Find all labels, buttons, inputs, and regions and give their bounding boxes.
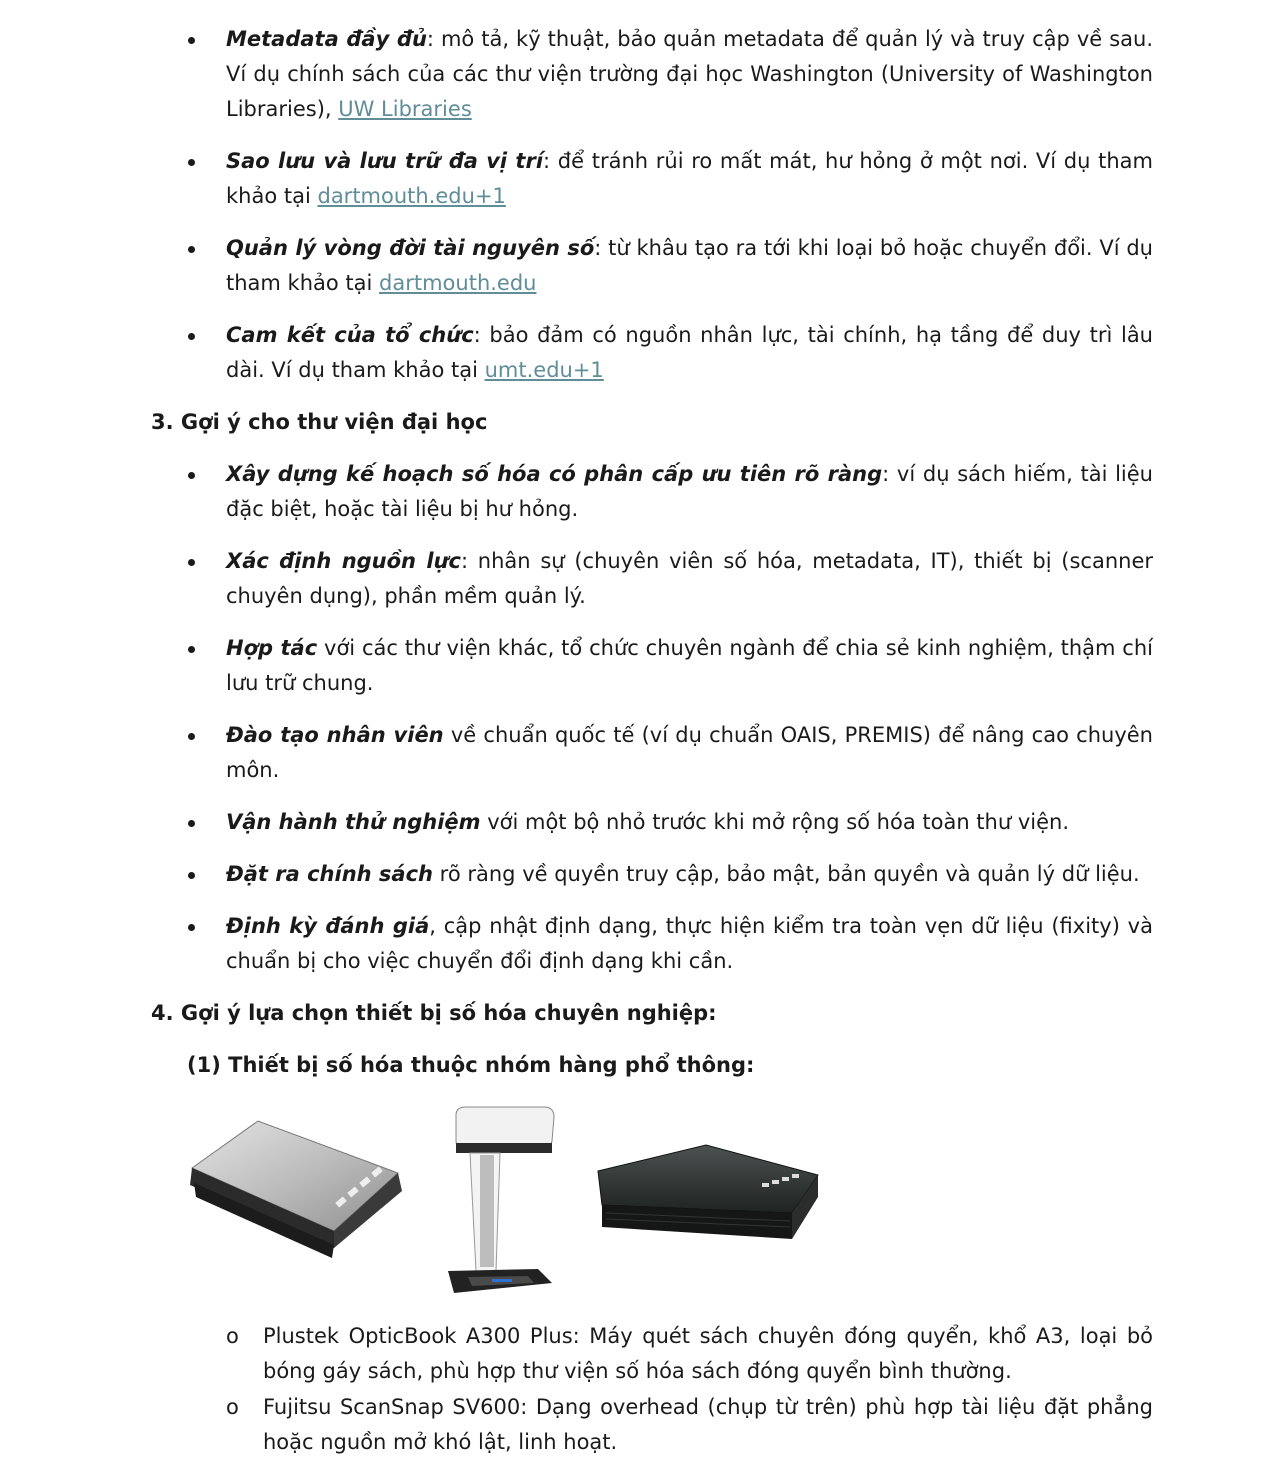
bullet-text: với các thư viện khác, tổ chức chuyên ngành để chia sẻ kinh nghiệm, thậm chí lưu trữ chung. [226,636,1153,695]
device-group-heading: (1) Thiết bị số hóa thuộc nhóm hàng phổ thông: [187,1053,755,1077]
list-item [0,318,1275,388]
bullet-term: Sao lưu và lưu trữ đa vị trí [226,149,544,173]
list-item [0,805,1275,840]
overhead-scanner-image [440,1103,555,1295]
bullet-term: Xác định nguồn lực [226,549,461,573]
umt-link[interactable]: umt.edu+1 [484,358,604,382]
list-item [0,22,1275,127]
list-item [0,718,1275,788]
top-bullet-list [0,22,1275,388]
dartmouth-link-1[interactable]: dartmouth.edu+1 [317,184,506,208]
section-4-heading: 4. Gợi ý lựa chọn thiết bị số hóa chuyên nghiệp: [151,1001,717,1025]
bullet-text: : bảo đảm có nguồn nhân lực, tài chính, hạ tầng để duy trì lâu dài. Ví dụ tham khảo tại [226,323,1153,382]
list-item [0,457,1275,527]
circle-bullet-icon: o [226,1324,239,1348]
bullet-text: rõ ràng về quyền truy cập, bảo mật, bản quyền và quản lý dữ liệu. [433,862,1140,886]
list-item [0,631,1275,701]
list-item [0,1390,1275,1460]
list-item [0,544,1275,614]
bullet-text: : ví dụ sách hiếm, tài liệu đặc biệt, hoặc tài liệu bị hư hỏng. [226,462,1153,521]
bullet-term: Đặt ra chính sách [226,862,433,886]
bullet-term: Vận hành thử nghiệm [226,810,481,834]
bullet-text: : mô tả, kỹ thuật, bảo quản metadata để quản lý và truy cập về sau. Ví dụ chính sách của các thư viện trường đại học Washington (University of Washington Libraries), [226,27,1153,121]
device-text: Fujitsu ScanSnap SV600: Dạng overhead (chụp từ trên) phù hợp tài liệu đặt phẳng hoặc nguồn mở khó lật, linh hoạt. [263,1395,1153,1454]
dark-book-scanner-image [596,1143,821,1243]
dartmouth-link-2[interactable]: dartmouth.edu [379,271,537,295]
list-item [0,1319,1275,1389]
flatbed-scanner-image [186,1113,406,1263]
bullet-term: Hợp tác [226,636,318,660]
bullet-text: , cập nhật định dạng, thực hiện kiểm tra toàn vẹn dữ liệu (fixity) và chuẩn bị cho việc chuyển đổi định dạng khi cần. [226,914,1153,973]
bullet-text: : từ khâu tạo ra tới khi loại bỏ hoặc chuyển đổi. Ví dụ tham khảo tại [226,236,1153,295]
bullet-term: Đào tạo nhân viên [226,723,444,747]
scanner-images [0,1103,1275,1299]
bullet-text: về chuẩn quốc tế (ví dụ chuẩn OAIS, PREMIS) để nâng cao chuyên môn. [226,723,1153,782]
list-item [0,857,1275,892]
bullet-term: Quản lý vòng đời tài nguyên số [226,236,595,260]
circle-bullet-icon: o [226,1395,239,1419]
list-item [0,231,1275,301]
device-list [0,1319,1275,1460]
bullet-term: Xây dựng kế hoạch số hóa có phân cấp ưu tiên rõ ràng [226,462,883,486]
section-3-bullet-list [0,457,1275,979]
bullet-text: : để tránh rủi ro mất mát, hư hỏng ở một nơi. Ví dụ tham khảo tại [226,149,1153,208]
section-3-heading: 3. Gợi ý cho thư viện đại học [151,410,488,434]
list-item [0,909,1275,979]
bullet-text: với một bộ nhỏ trước khi mở rộng số hóa toàn thư viện. [480,810,1070,834]
uw-libraries-link[interactable]: UW Libraries [338,97,472,121]
device-text: Plustek OpticBook A300 Plus: Máy quét sách chuyên đóng quyển, khổ A3, loại bỏ bóng gáy sách, phù hợp thư viện số hóa sách đóng quyển bình thường. [263,1324,1153,1383]
bullet-text: : nhân sự (chuyên viên số hóa, metadata, IT), thiết bị (scanner chuyên dụng), phần mềm quản lý. [226,549,1154,608]
bullet-term: Cam kết của tổ chức [226,323,474,347]
list-item [0,144,1275,214]
bullet-term: Metadata đầy đủ [226,27,427,51]
bullet-term: Định kỳ đánh giá [226,914,430,938]
